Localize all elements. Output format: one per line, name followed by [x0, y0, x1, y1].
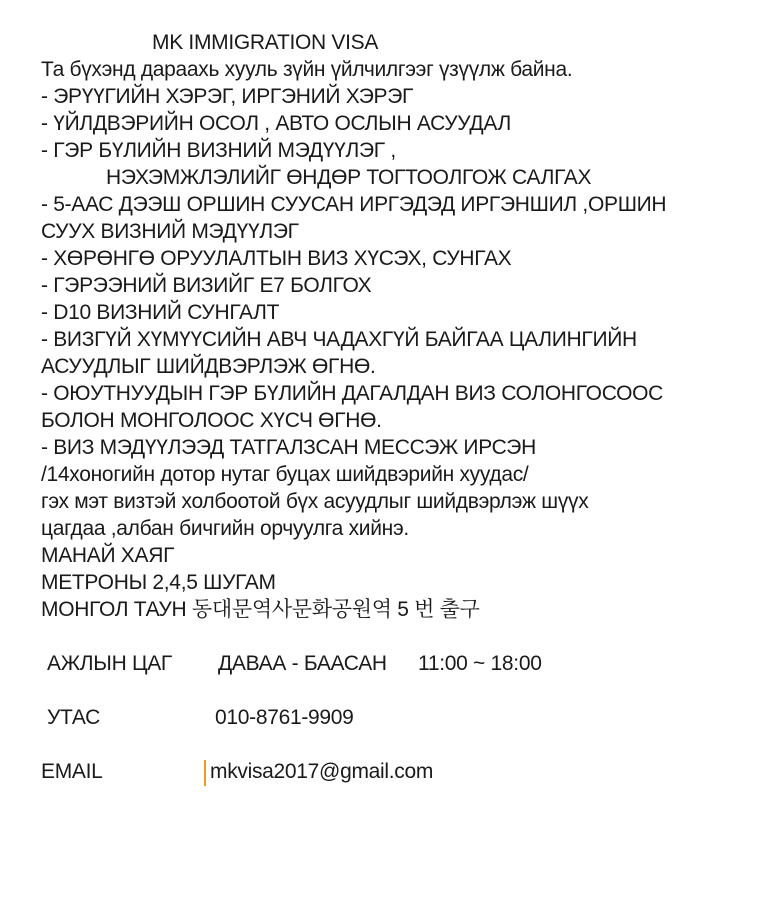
- service-item: СУУХ ВИЗНИЙ МЭДҮҮЛЭГ: [41, 220, 299, 243]
- service-item: - ЭРҮҮГИЙН ХЭРЭГ, ИРГЭНИЙ ХЭРЭГ: [41, 85, 414, 108]
- service-item: - ВИЗГҮЙ ХҮМҮҮСИЙН АВЧ ЧАДАХГҮЙ БАЙГАА ЦАЛИНГИЙН: [41, 328, 637, 351]
- email-value[interactable]: mkvisa2017@gmail.com: [210, 760, 434, 783]
- service-item: АСУУДЛЫГ ШИЙДВЭРЛЭЖ ӨГНӨ.: [41, 355, 376, 378]
- service-item: - ГЭР БҮЛИЙН ВИЗНИЙ МЭДҮҮЛЭГ ,: [41, 139, 396, 162]
- hours-time: 11:00 ~ 18:00: [418, 652, 542, 675]
- service-item: - ҮЙЛДВЭРИЙН ОСОЛ , АВТО ОСЛЫН АСУУДАЛ: [41, 112, 511, 135]
- service-item: гэх мэт визтэй холбоотой бүх асуудлыг шийдвэрлэж шүүх: [41, 490, 589, 513]
- phone-label: УТАС: [47, 706, 100, 729]
- address-line: МЕТРОНЫ 2,4,5 ШУГАМ: [41, 571, 276, 594]
- hours-label: АЖЛЫН ЦАГ: [47, 652, 172, 675]
- address-heading: МАНАЙ ХАЯГ: [41, 544, 175, 567]
- service-item: - ГЭРЭЭНИЙ ВИЗИЙГ Е7 БОЛГОХ: [41, 274, 372, 297]
- service-item: НЭХЭМЖЛЭЛИЙГ ӨНДӨР ТОГТООЛГОЖ САЛГАХ: [106, 166, 592, 189]
- doc-intro: Та бүхэнд дараахь хууль зүйн үйлчилгээг үзүүлж байна.: [41, 58, 573, 81]
- service-item: /14хоногийн дотор нутаг буцах шийдвэрийн хуудас/: [41, 463, 529, 486]
- service-item: - ОЮУТНУУДЫН ГЭР БҮЛИЙН ДАГАЛДАН ВИЗ СОЛОНГОСООС: [41, 382, 664, 405]
- text-cursor: [204, 760, 206, 786]
- hours-days: ДАВАА - БААСАН: [218, 652, 387, 675]
- service-item: - 5-ААС ДЭЭШ ОРШИН СУУСАН ИРГЭДЭД ИРГЭНШИЛ ,ОРШИН: [41, 193, 667, 216]
- service-item: - ВИЗ МЭДҮҮЛЭЭД ТАТГАЛЗСАН МЕССЭЖ ИРСЭН: [41, 436, 536, 459]
- email-label: EMAIL: [41, 760, 103, 783]
- service-item: - D10 ВИЗНИЙ СУНГАЛТ: [41, 301, 280, 324]
- doc-title: MK IMMIGRATION VISA: [152, 31, 379, 54]
- service-item: БОЛОН МОНГОЛООС ХҮСЧ ӨГНӨ.: [41, 409, 382, 432]
- service-item: - ХӨРӨНГӨ ОРУУЛАЛТЫН ВИЗ ХҮСЭХ, СУНГАХ: [41, 247, 512, 270]
- phone-value: 010-8761-9909: [215, 706, 354, 729]
- service-item: цагдаа ,албан бичгийн орчуулга хийнэ.: [41, 517, 409, 540]
- address-line: МОНГОЛ ТАУН 동대문역사문화공원역 5 번 출구: [41, 598, 480, 621]
